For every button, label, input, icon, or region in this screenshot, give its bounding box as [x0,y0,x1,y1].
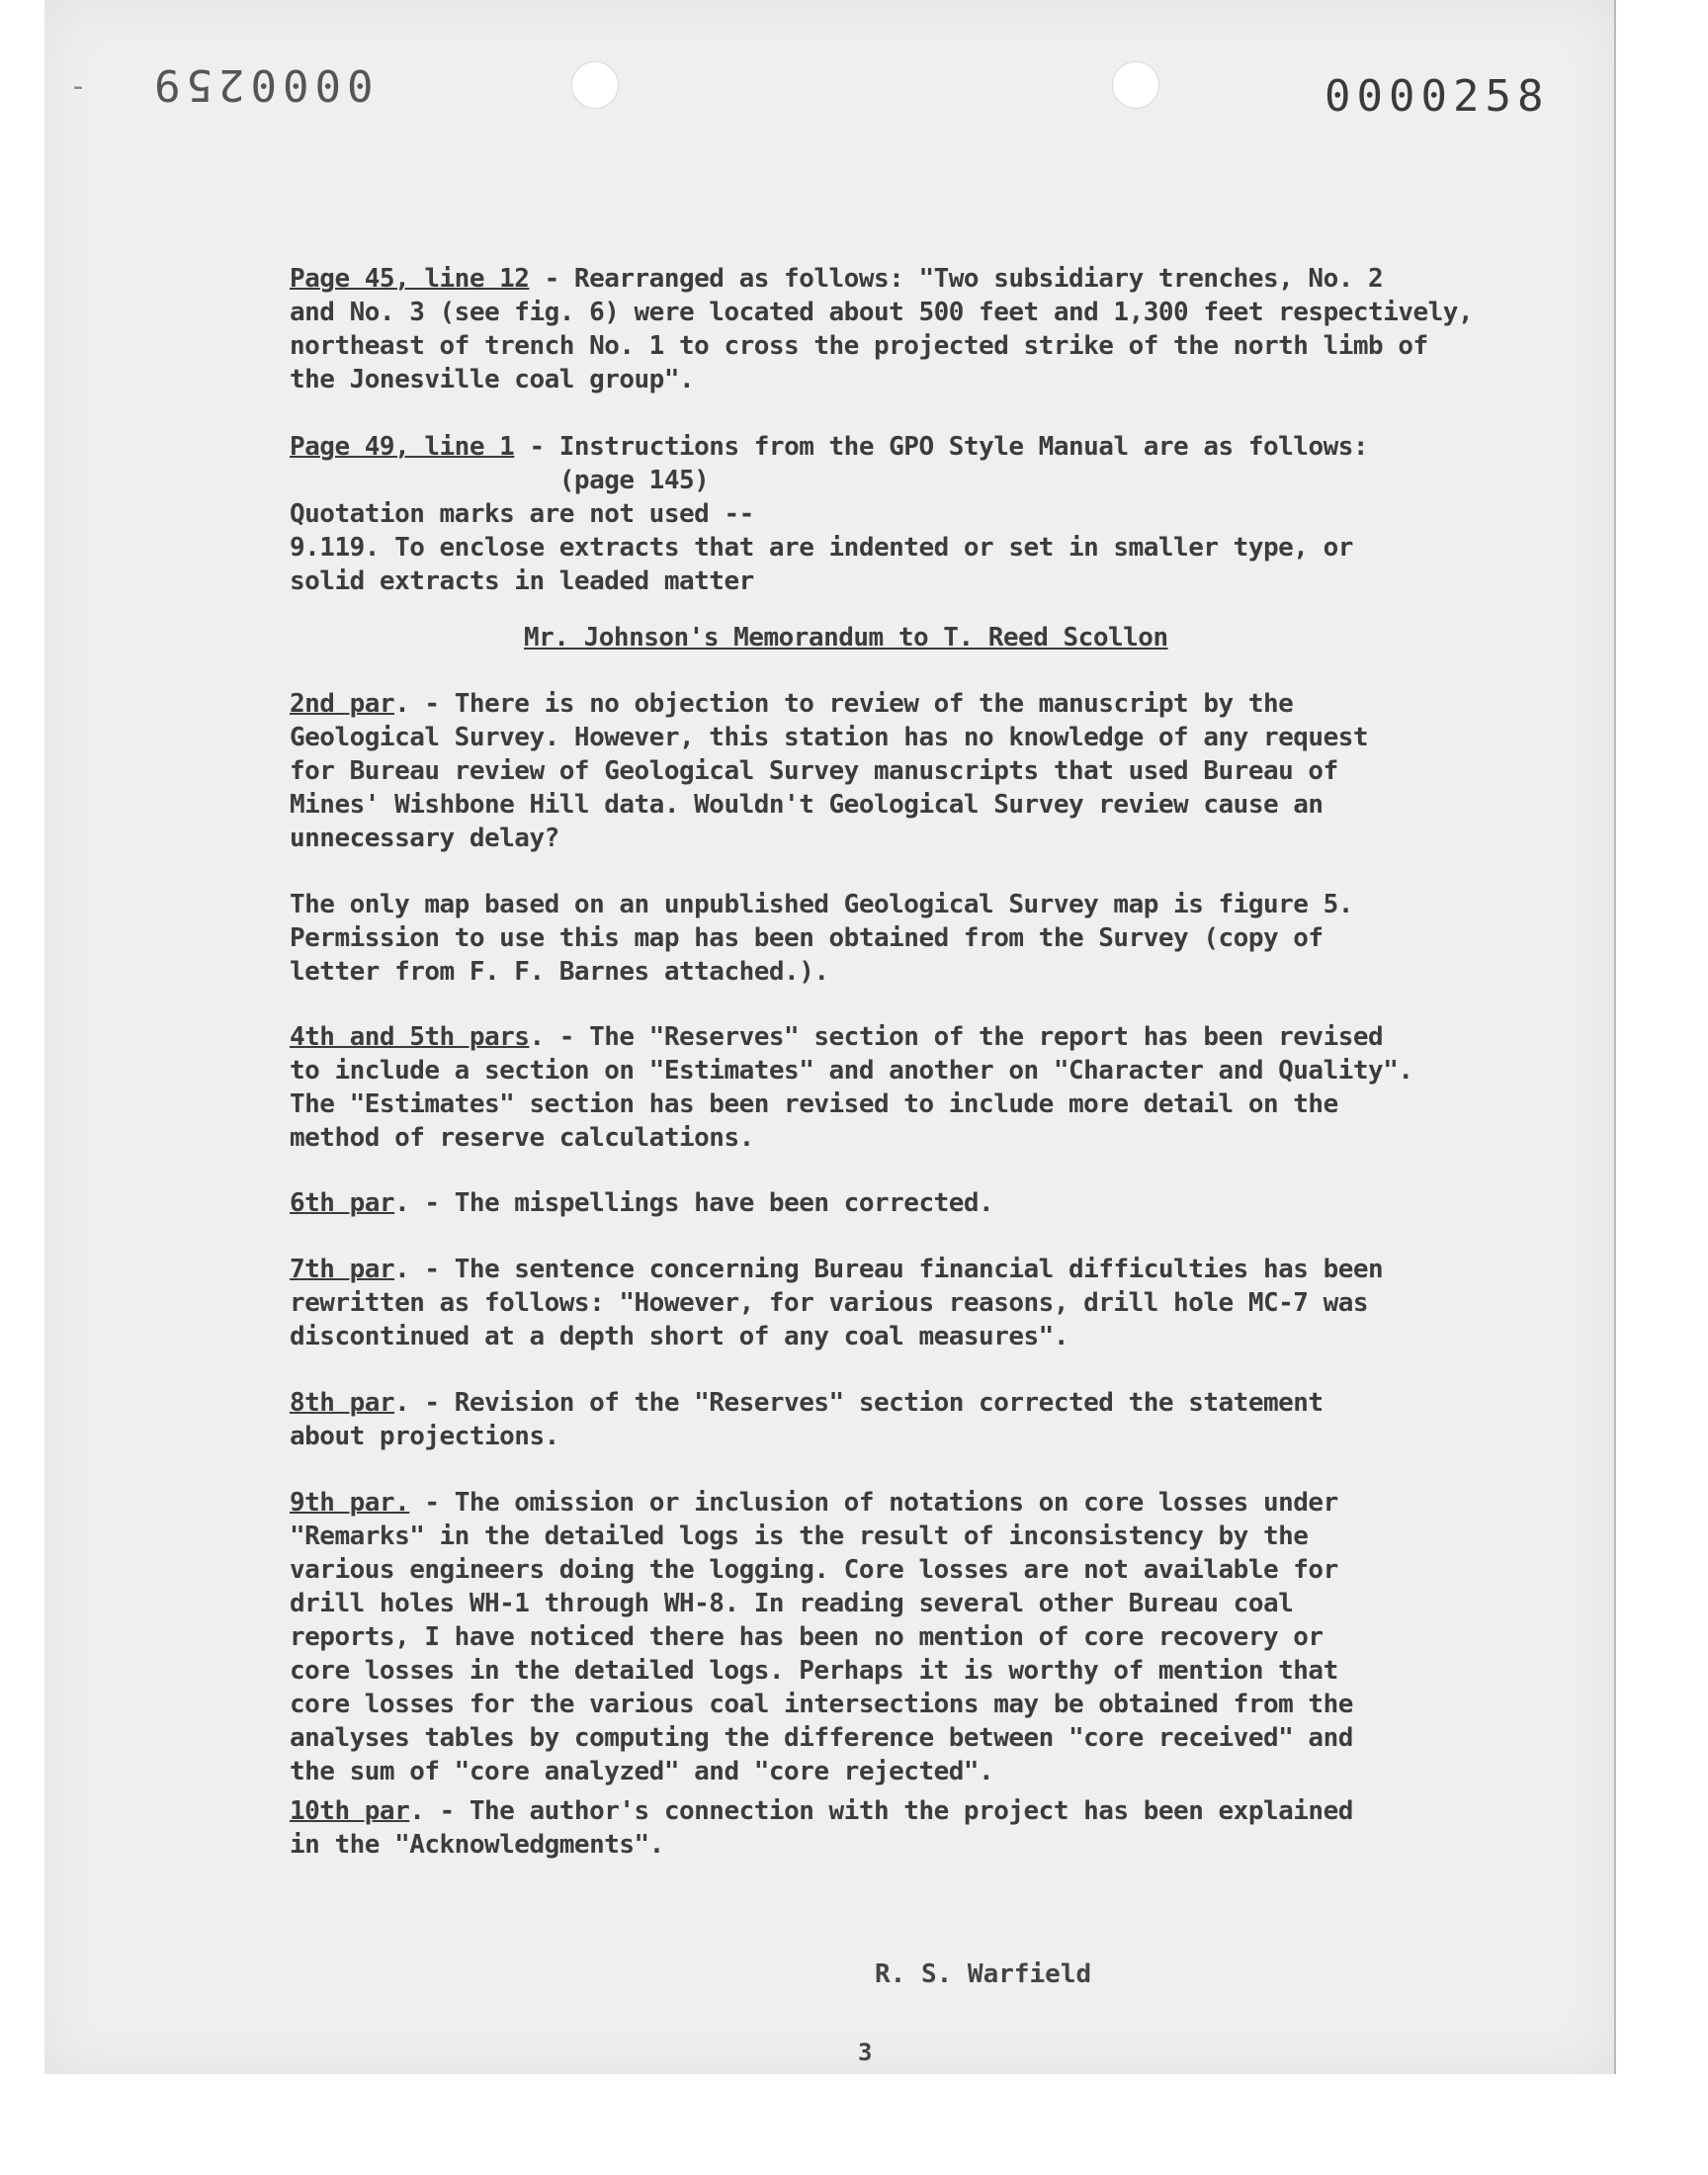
punch-hole-left [571,61,619,109]
paragraph-10th: 10th par. - The author's connection with the project has been explained in the "Acknowledgments". [290,1796,1353,1860]
note-ref: Page 45, line 12 [290,264,530,294]
memo-heading: Mr. Johnson's Memorandum to T. Reed Scollon [524,623,1168,652]
note-page49: Page 49, line 1 - Instructions from the GPO Style Manual are as follows: (page 145) Quotation marks are not used -- 9.119. To enclose extracts that are indented or set in smaller type, or solid extracts in leaded matter [290,432,1369,596]
stray-mark: - [69,69,88,104]
paragraph-6th: 6th par. - The mispellings have been corrected. [290,1188,994,1218]
page-number: 3 [858,2039,873,2066]
paragraph-ref: 10th par [290,1796,410,1826]
paragraph-ref: 9th par. [290,1488,410,1518]
paragraph-map: The only map based on an unpublished Geological Survey map is figure 5. Permission to use this map has been obtained from the Survey (copy of letter from F. F. Barnes attached.). [290,890,1353,987]
paragraph-8th: 8th par. - Revision of the "Reserves" section corrected the statement about projections. [290,1388,1324,1451]
paragraph-ref: 6th par [290,1188,395,1218]
note-ref: Page 49, line 1 [290,432,515,462]
punch-hole-right [1112,61,1159,109]
paragraph-9th: 9th par. - The omission or inclusion of notations on core losses under "Remarks" in the detailed logs is the result of inconsistency by the various engineers doing the logging. Core losses are not available for drill holes WH-1 through WH-8. In reading several other Bureau coal reports, I have noticed there has been no mention of core recovery or core losses in the detailed logs. Perhaps it is worthy of mention that core losses for the various coal intersections may be obtained from the analyses tables by computing the difference between "core received" and the sum of "core analyzed" and "core rejected". [290,1488,1353,1786]
paragraph-7th: 7th par. - The sentence concerning Bureau financial difficulties has been rewritten as follows: "However, for various reasons, drill hole MC-7 was discontinued at a depth short of any coal measures". [290,1255,1384,1351]
scan-margin [0,2074,1708,2175]
signature: R. S. Warfield [875,1959,1092,1989]
inverted-page-stamp: 0000259 [148,59,374,110]
paragraph-ref: 7th par [290,1255,395,1284]
paragraph-ref: 2nd par [290,689,395,719]
paragraph-2nd: 2nd par. - There is no objection to review of the manuscript by the Geological Survey. However, this station has no knowledge of any request for Bureau review of Geological Survey manuscripts that used Bureau of Mines' Wishbone Hill data. Wouldn't Geological Survey review cause an unnecessary delay? [290,689,1369,853]
page-stamp: 0000258 [1324,71,1550,122]
paragraph-4th-5th: 4th and 5th pars. - The "Reserves" section of the report has been revised to include a section on "Estimates" and another on "Character and Quality". The "Estimates" section has been revised to include more detail on the method of reserve calculations. [290,1022,1413,1153]
paragraph-ref: 8th par [290,1388,395,1418]
note-page45: Page 45, line 12 - Rearranged as follows: "Two subsidiary trenches, No. 2 and No. 3 (see fig. 6) were located about 500 feet and 1,300 feet respectively, northeast of trench No. 1 to cross the projected strike of the north limb of the Jonesville coal group". [290,264,1474,394]
paragraph-ref: 4th and 5th pars [290,1022,530,1052]
